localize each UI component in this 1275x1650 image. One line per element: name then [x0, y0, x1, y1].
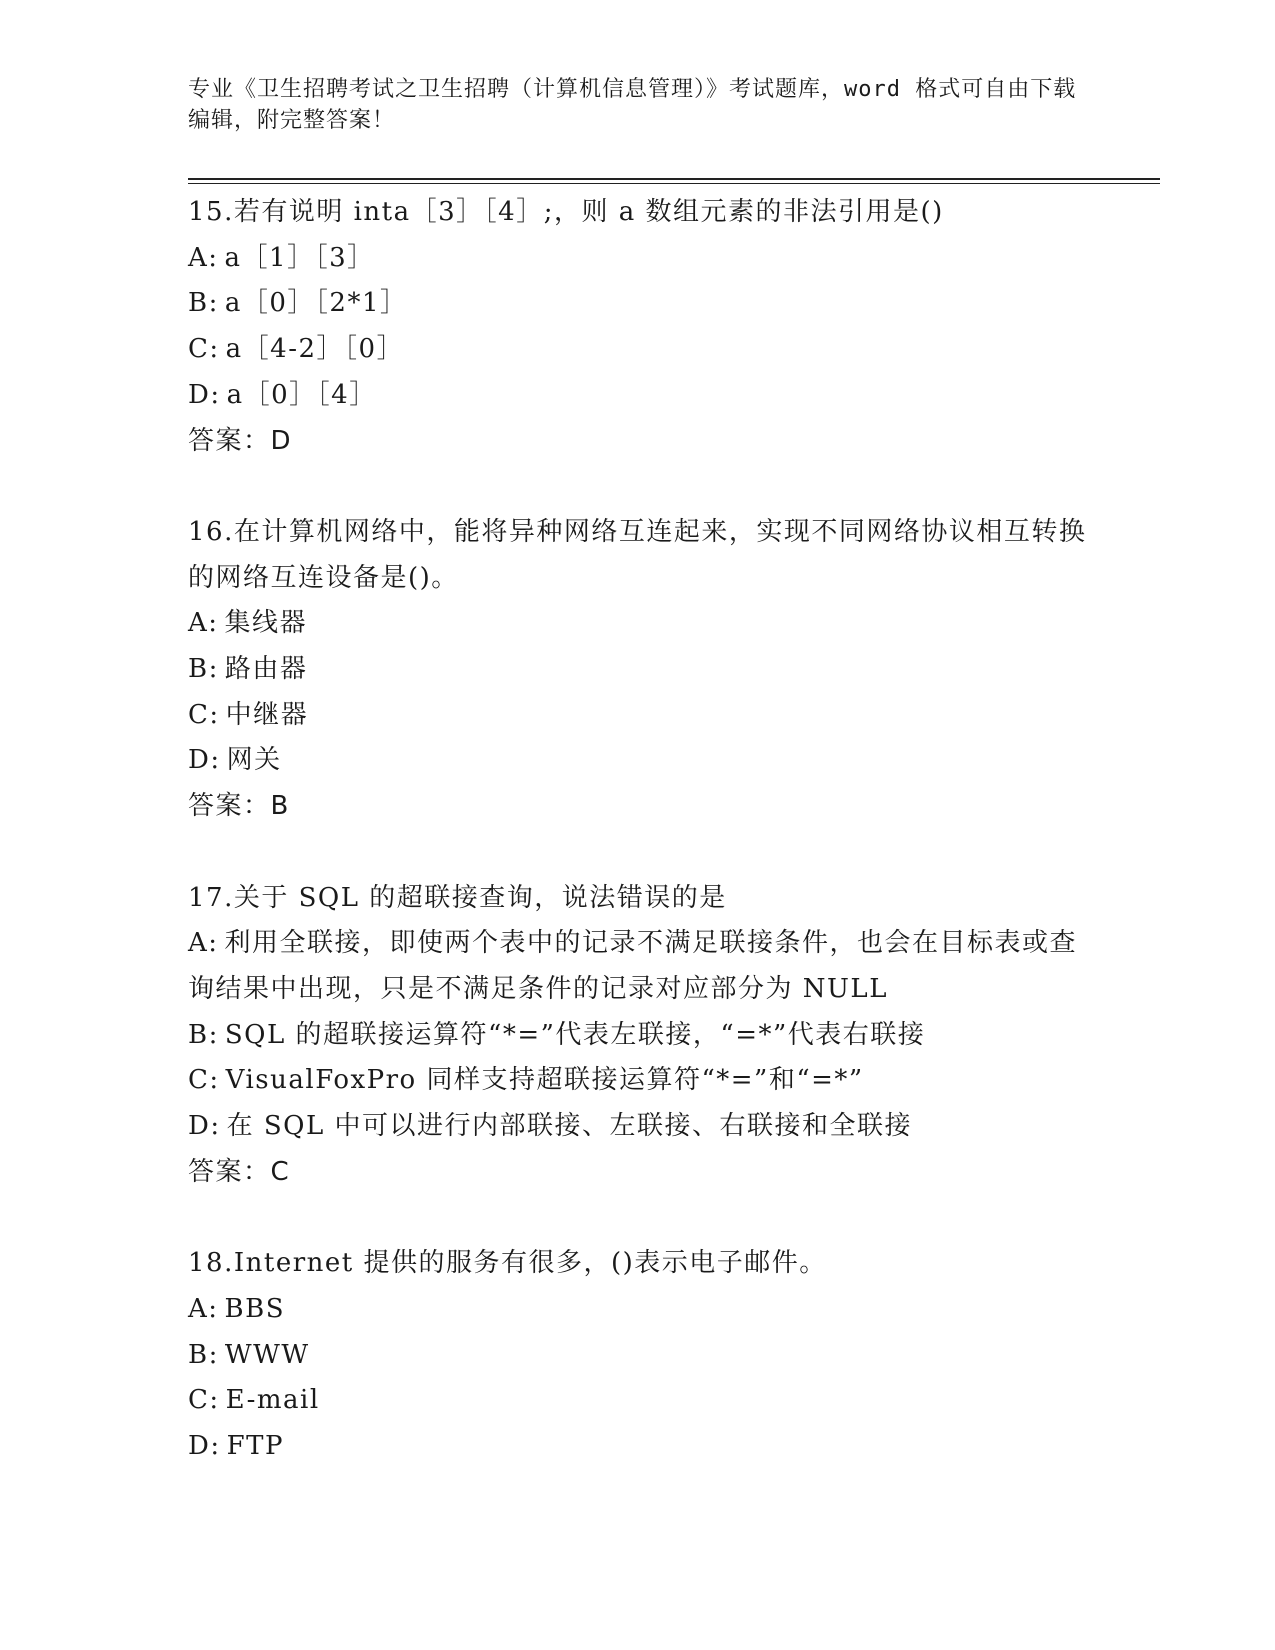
option-text: 集线器 — [224, 608, 308, 639]
question-18 — [188, 1241, 1088, 1470]
option-letter: C: — [188, 1065, 220, 1096]
option-a — [188, 1287, 1088, 1333]
option-letter: A: — [188, 1293, 219, 1324]
option-a — [188, 921, 1088, 1012]
option-letter: B: — [188, 288, 219, 319]
header-rule-thick — [188, 178, 1160, 180]
option-c — [188, 693, 1088, 739]
option-letter: D: — [188, 1111, 221, 1142]
option-c — [188, 327, 1088, 373]
option-b — [188, 647, 1088, 693]
option-d — [188, 738, 1088, 784]
option-text: a［0］［4］ — [226, 379, 377, 410]
option-text: a［4-2］［0］ — [225, 334, 405, 365]
option-letter: D: — [188, 745, 221, 776]
answer-line: 答案：B — [188, 791, 290, 822]
question-stem: 17.关于 SQL 的超联接查询，说法错误的是 — [188, 882, 727, 913]
option-text: 中继器 — [225, 699, 309, 730]
option-text: BBS — [224, 1293, 286, 1324]
option-letter: B: — [188, 1339, 219, 1370]
option-letter: D: — [188, 1430, 221, 1461]
question-16 — [188, 510, 1088, 830]
question-stem: 16.在计算机网络中，能将异种网络互连起来，实现不同网络协议相互转换的网络互连设备是()。 — [188, 516, 1087, 593]
option-letter: D: — [188, 379, 221, 410]
option-text: a［0］［2*1］ — [224, 288, 408, 319]
option-text: 在 SQL 中可以进行内部联接、左联接、右联接和全联接 — [226, 1111, 913, 1142]
option-b — [188, 1013, 1088, 1059]
option-letter: B: — [188, 654, 219, 685]
option-text: a［1］［3］ — [224, 242, 375, 273]
option-c — [188, 1058, 1088, 1104]
option-text: 网关 — [226, 745, 282, 776]
document-header — [188, 74, 1078, 136]
header-title: 专业《卫生招聘考试之卫生招聘（计算机信息管理）》考试题库，word 格式可自由下载编辑，附完整答案！ — [188, 77, 1077, 133]
option-letter: C: — [188, 334, 220, 365]
option-letter: C: — [188, 699, 220, 730]
option-letter: C: — [188, 1385, 220, 1416]
option-d — [188, 373, 1088, 419]
option-letter: A: — [188, 608, 219, 639]
option-text: SQL 的超联接运算符“*=”代表左联接，“=*”代表右联接 — [224, 1019, 926, 1050]
option-text: VisualFoxPro 同样支持超联接运算符“*=”和“=*” — [225, 1065, 864, 1096]
option-text: 利用全联接，即使两个表中的记录不满足联接条件，也会在目标表或查询结果中出现，只是不满足条件的记录对应部分为 NULL — [188, 928, 1078, 1004]
option-a — [188, 236, 1088, 282]
option-letter: B: — [188, 1019, 219, 1050]
question-list — [188, 190, 1088, 1515]
answer-line: 答案：C — [188, 1156, 291, 1187]
question-15 — [188, 190, 1088, 464]
option-c — [188, 1378, 1088, 1424]
question-stem: 15.若有说明 inta［3］［4］;，则 a 数组元素的非法引用是() — [188, 197, 944, 227]
option-a — [188, 601, 1088, 647]
question-stem: 18.Internet 提供的服务有很多，()表示电子邮件。 — [188, 1248, 827, 1279]
option-letter: A: — [188, 928, 219, 959]
option-d — [188, 1424, 1088, 1470]
option-text: E-mail — [225, 1385, 320, 1416]
option-text: WWW — [224, 1339, 310, 1370]
question-17 — [188, 876, 1088, 1196]
option-text: 路由器 — [224, 654, 308, 685]
option-text: FTP — [226, 1430, 284, 1461]
option-letter: A: — [188, 242, 219, 273]
option-b — [188, 281, 1088, 327]
header-rule-thin — [188, 183, 1160, 184]
option-d — [188, 1104, 1088, 1150]
option-b — [188, 1333, 1088, 1379]
answer-line: 答案：D — [188, 425, 293, 456]
